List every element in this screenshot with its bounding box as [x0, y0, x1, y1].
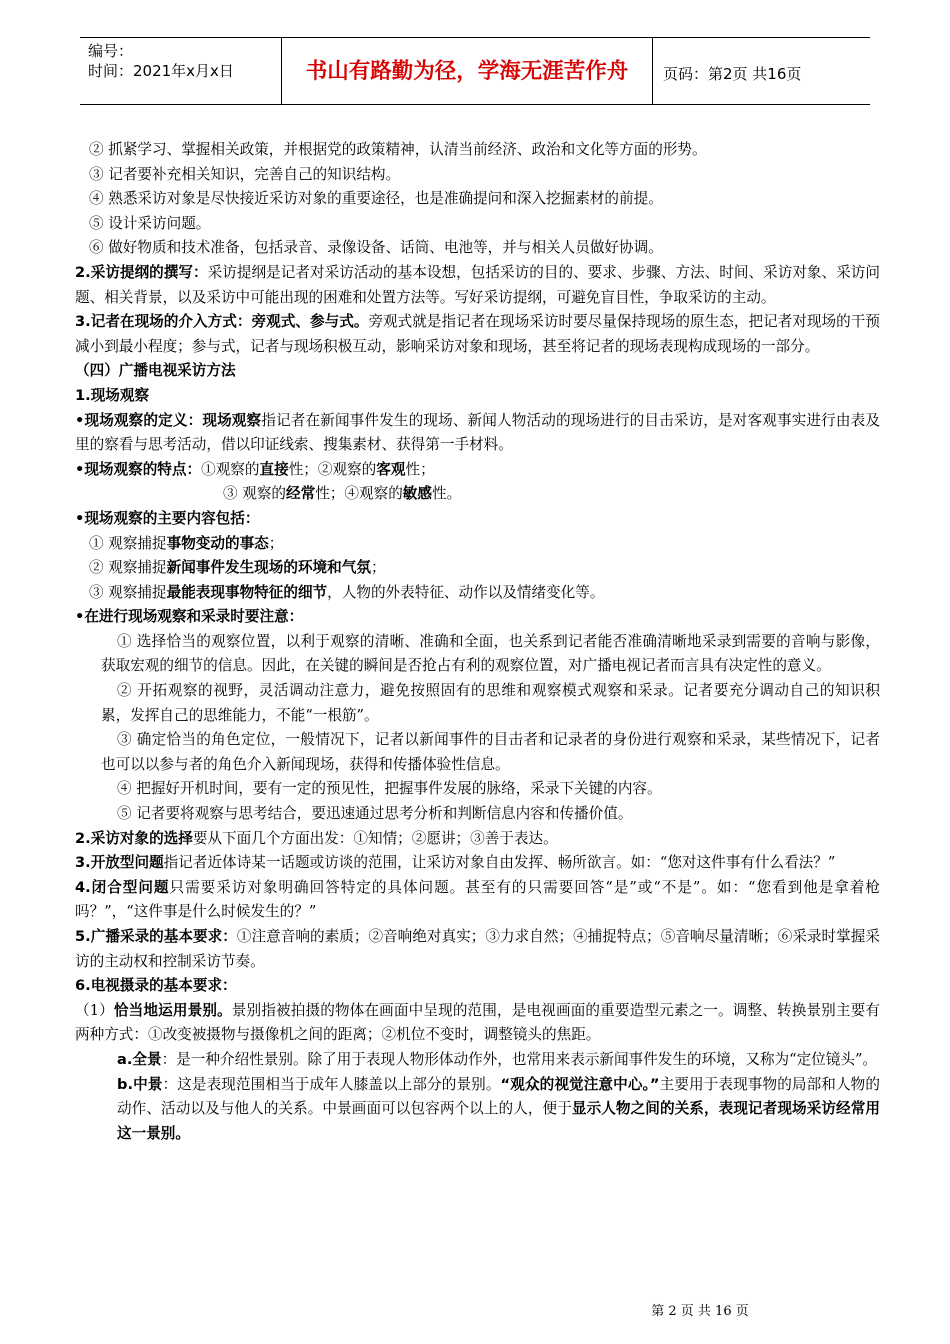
medium-shot-emphasis: “观众的视觉注意中心。”: [500, 1075, 660, 1093]
bullet-dot: •: [75, 608, 85, 626]
subsection-heading-observation: 1.现场观察: [75, 386, 150, 404]
shot-size-text: 景别指被拍摄的物体在画面中呈现的范围，是电视画面的重要造型元素之一。调整、转换景别主要有两种方式：①改变被摄物与摄像机之间的距离；②机位不变时，调整镜头的焦距。: [75, 1001, 880, 1044]
observation-notes-heading: [75, 605, 880, 630]
paragraph-intervention: [75, 310, 880, 359]
content-item-text: ① 观察捕捉: [89, 534, 167, 552]
header-page-info: 页码：第2页 共16页: [663, 65, 802, 83]
features-text: 性。: [432, 485, 462, 503]
content-item-3: [75, 581, 880, 606]
observation-features: [75, 458, 880, 483]
features-text: 性；②观察的: [288, 460, 377, 478]
medium-shot-heading: b.中景: [117, 1075, 163, 1093]
features-text: ③ 观察的: [223, 485, 287, 503]
content-item-bold: 事物变动的事态: [166, 534, 269, 552]
medium-shot-text: 主要用于表现事物的局部和人物的动作、活动以及与他人的关系。中景画面可以包容两个以上的人，便于: [117, 1075, 880, 1118]
content-item-2: [75, 556, 880, 581]
note-item-3: ③ 确定恰当的角色定位，一般情况下，记者以新闻事件的目击者和记录者的身份进行观察和采录，某些情况下，记者也可以以参与者的角色介入新闻现场，获得和传播体验性信息。: [101, 731, 880, 773]
prep-item-4: ④ 熟悉采访对象是尽快接近采访对象的重要途径，也是准确提问和深入挖掘素材的前提。: [89, 190, 663, 208]
full-shot-text: ：是一种介绍性景别。除了用于表现人物形体动作外，也常用来表示新闻事件发生的环境，又称为“定位镜头”。: [161, 1050, 878, 1068]
features-text: ①观察的: [201, 460, 260, 478]
header-number-label: 编号：: [88, 42, 134, 60]
open-question-heading: 3.开放型问题: [75, 854, 164, 872]
paragraph-open-question: [75, 851, 880, 876]
features-bold: 敏感: [402, 485, 432, 503]
interviewee-heading: 2.采访对象的选择: [75, 829, 193, 847]
paragraph-medium-shot: [75, 1073, 880, 1147]
paragraph-radio-recording: [75, 925, 880, 974]
note-item-5: ⑤ 记者要将观察与思考结合，要迅速通过思考分析和判断信息内容和传播价值。: [117, 805, 633, 823]
bullet-dot: •: [75, 509, 85, 527]
interviewee-text: 要从下面几个方面出发：①知情；②愿讲；③善于表达。: [192, 829, 558, 847]
definition-term: 现场观察: [202, 411, 262, 429]
features-bold: 客观: [376, 460, 406, 478]
paragraph-intervention-text: 旁观式就是指记者在现场采访时要尽量保持现场的原生态，把记者对现场的干预减小到最小程度；参与式，记者与现场积极互动，影响采访对象和现场，甚至将记者的现场表现构成现场的一部分。: [75, 313, 880, 355]
bullet-dot: •: [75, 411, 85, 429]
radio-recording-text: ①注意音响的素质；②音响绝对真实；③力求自然；④捕捉特点；⑤音响尽量清晰；⑥采录时掌握采访的主动权和控制采访节奏。: [75, 928, 880, 970]
open-question-text: 指记者近体诗某一话题或访谈的范围，让采访对象自由发挥、畅所欲言。如：“您对这件事有什么看法？”: [163, 854, 836, 872]
note-item-4: ④ 把握好开机时间，要有一定的预见性，把握事件发展的脉络，采录下关键的内容。: [117, 780, 662, 798]
paragraph-intervention-heading: 3.记者在现场的介入方式：旁观式、参与式。: [75, 313, 369, 331]
prep-item-6: ⑥ 做好物质和技术准备，包括录音、录像设备、话筒、电池等，并与相关人员做好协调。: [89, 239, 663, 257]
shot-size-number: （1）: [75, 1001, 114, 1019]
paragraph-outline: [75, 261, 880, 310]
header-motto: 书山有路勤为径，学海无涯苦作舟: [305, 59, 629, 84]
content-label: 现场观察的主要内容包括：: [84, 509, 260, 527]
paragraph-outline-heading: 2.采访提纲的撰写：: [75, 263, 208, 281]
content-item-text: ② 观察捕捉: [89, 559, 167, 577]
prep-item-3: ③ 记者要补充相关知识，完善自己的知识结构。: [89, 165, 401, 183]
medium-shot-text: ：这是表现范围相当于成年人膝盖以上部分的景别。: [162, 1075, 501, 1093]
paragraph-full-shot: [75, 1048, 880, 1073]
content-item-1: [75, 532, 880, 557]
content-item-text: ；: [370, 559, 386, 577]
features-text: 性；④观察的: [315, 485, 403, 503]
document-body: [75, 138, 880, 1146]
content-item-bold: 新闻事件发生现场的环境和气氛: [166, 559, 371, 577]
content-item-bold: 最能表现事物特征的细节: [166, 583, 328, 601]
closed-question-text: 只需要采访对象明确回答特定的具体问题。甚至有的只需要回答“是”或“不是”。如：“您看到他是拿着枪吗？”，“这件事是什么时候发生的？”: [75, 878, 880, 921]
note-item-2: ② 开拓观察的视野，灵活调动注意力，避免按照固有的思维和观察模式观察和采录。记者要充分调动自己的知识积累，发挥自己的思维能力，不能“一根筋”。: [101, 682, 880, 724]
page-footer: 第 2 页 共 16 页: [651, 1304, 749, 1319]
full-shot-heading: a.全景: [117, 1050, 162, 1068]
definition-text: 指记者在新闻事件发生的现场、新闻人物活动的现场进行的目击采访，是对客观事实进行由表及里的察看与思考活动，借以印证线索、搜集素材、获得第一手材料。: [75, 411, 880, 454]
content-item-text: ③ 观察捕捉: [89, 583, 167, 601]
prep-item-2: ② 抓紧学习、掌握相关政策，并根据党的政策精神，认清当前经济、政治和文化等方面的形势。: [89, 141, 707, 158]
bullet-dot: •: [75, 460, 85, 478]
notes-label: 在进行现场观察和采录时要注意：: [84, 608, 304, 626]
closed-question-heading: 4.闭合型问题: [75, 878, 170, 896]
medium-shot-emphasis: 显示人物之间的关系，表现记者现场采访经常用这一景别。: [117, 1100, 880, 1142]
header-bottom-rule: [80, 104, 870, 105]
features-label: 现场观察的特点：: [84, 460, 202, 478]
note-item-1: ① 选择恰当的观察位置，以利于观察的清晰、准确和全面，也关系到记者能否准确清晰地采录到需要的音响与影像，获取宏观的细节的信息。因此，在关键的瞬间是否抢占有利的观察位置，对广播电视记者而言具有决定性的意义。: [101, 632, 880, 675]
header-date: 时间：2021年x月x日: [88, 62, 234, 80]
paragraph-closed-question: [75, 876, 880, 925]
features-bold: 经常: [286, 485, 316, 503]
section-heading-methods: （四）广播电视采访方法: [75, 362, 236, 380]
features-text: 性；: [405, 460, 435, 478]
observation-content-heading: [75, 507, 880, 532]
paragraph-interviewee: [75, 827, 880, 852]
header-divider-right: [652, 37, 653, 104]
content-item-text: ，人物的外表特征、动作以及情绪变化等。: [327, 583, 605, 601]
observation-features-cont: [75, 482, 880, 507]
shot-size-heading: 恰当地运用景别。: [113, 1001, 232, 1019]
paragraph-outline-text: 采访提纲是记者对采访活动的基本设想，包括采访的目的、要求、步骤、方法、时间、采访对象、采访问题、相关背景，以及采访中可能出现的困难和处置方法等。写好采访提纲，可避免盲目性，争取采访的主动。: [75, 263, 880, 306]
tv-recording-heading: 6.电视摄录的基本要求：: [75, 977, 237, 995]
header-top-rule: [80, 37, 870, 38]
paragraph-shot-size: [75, 999, 880, 1048]
prep-item-5: ⑤ 设计采访问题。: [89, 214, 211, 232]
observation-definition: [75, 409, 880, 458]
radio-recording-heading: 5.广播采录的基本要求：: [75, 928, 237, 945]
definition-label: 现场观察的定义：: [84, 411, 203, 429]
features-bold: 直接: [259, 460, 289, 478]
content-item-text: ；: [268, 534, 284, 552]
